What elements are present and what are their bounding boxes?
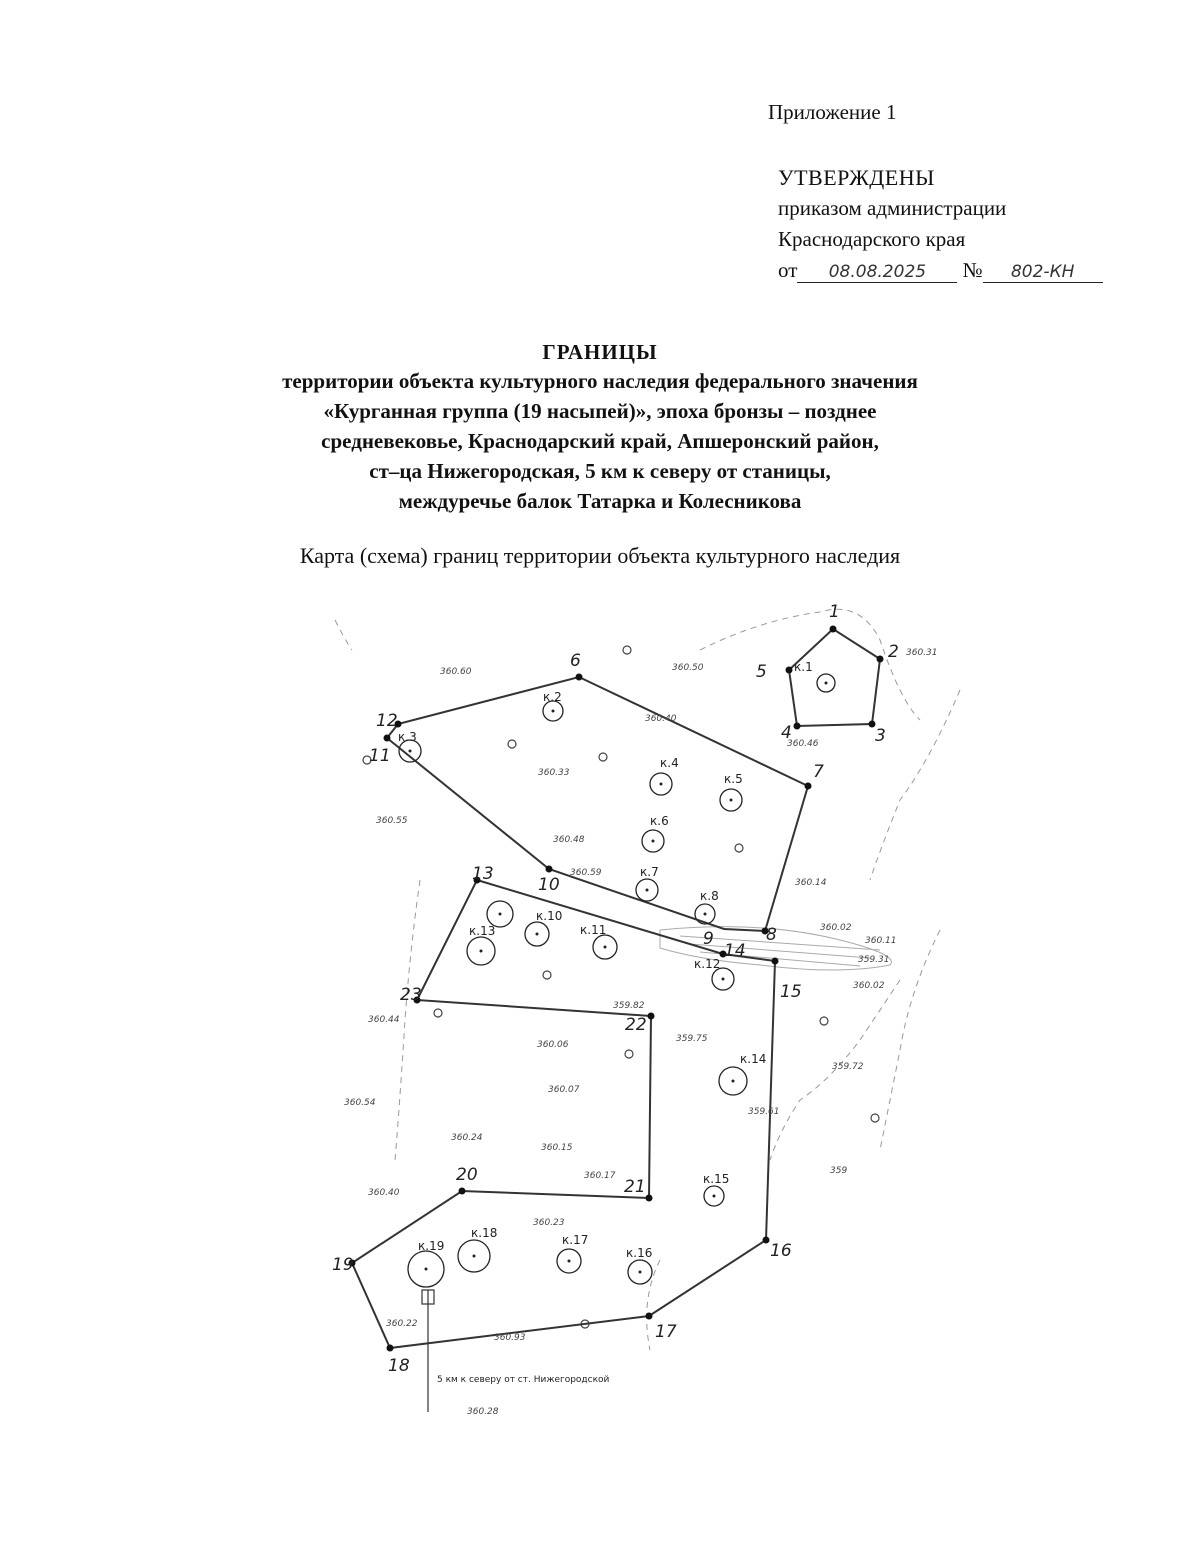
point-label-1: 1 bbox=[829, 602, 840, 622]
title-main: ГРАНИЦЫ bbox=[542, 340, 658, 364]
elevation-label: 360.17 bbox=[584, 1171, 616, 1181]
mound-label-1: к.1 bbox=[794, 660, 813, 674]
title-line-1: территории объекта культурного наследия федерального значения bbox=[282, 369, 918, 393]
mounds bbox=[399, 674, 835, 1287]
elevation-label: 359.72 bbox=[832, 1062, 864, 1072]
number-prefix: № bbox=[962, 258, 983, 282]
elevation-label: 359.75 bbox=[676, 1034, 708, 1044]
mound-label-5: к.5 bbox=[724, 772, 743, 786]
point-label-12: 12 bbox=[376, 711, 398, 731]
elevation-label: 360.06 bbox=[537, 1040, 569, 1050]
settlement-note: 5 км к северу от ст. Нижегородской bbox=[437, 1375, 610, 1385]
mound-label-4: к.4 bbox=[660, 756, 679, 770]
elevation-label: 360.44 bbox=[368, 1015, 400, 1025]
mound-label-13: к.13 bbox=[469, 924, 496, 938]
mound-label-17: к.17 bbox=[562, 1233, 589, 1247]
boundary-polygon-south bbox=[352, 880, 775, 1348]
mound-label-15: к.15 bbox=[703, 1172, 730, 1186]
mound-label-7: к.7 bbox=[640, 865, 659, 879]
point-label-15: 15 bbox=[780, 982, 802, 1002]
elevation-label: 360.22 bbox=[386, 1319, 418, 1329]
point-label-14: 14 bbox=[724, 941, 746, 961]
point-label-4: 4 bbox=[781, 723, 792, 743]
title-line-5: междуречье балок Татарка и Колесникова bbox=[398, 489, 802, 513]
order-line-1: приказом администрации bbox=[778, 196, 1007, 220]
point-label-13: 13 bbox=[472, 864, 494, 884]
date-value: 08.08.2025 bbox=[797, 262, 957, 283]
elevation-label: 359.61 bbox=[748, 1107, 780, 1117]
order-line-2: Краснодарского края bbox=[778, 227, 966, 251]
mound-label-2: к.2 bbox=[543, 690, 562, 704]
elevation-label: 359 bbox=[830, 1166, 848, 1176]
elevation-label: 360.15 bbox=[541, 1143, 573, 1153]
mound-label-19: к.19 bbox=[418, 1239, 445, 1253]
boundary-polygon-north bbox=[789, 629, 880, 726]
boundary-polygon-main bbox=[387, 677, 808, 931]
point-label-6: 6 bbox=[570, 651, 581, 671]
elevation-label: 360.02 bbox=[853, 981, 885, 991]
elevation-label: 360.40 bbox=[645, 714, 677, 724]
elevation-label: 360.93 bbox=[494, 1333, 526, 1343]
elevation-label: 360.46 bbox=[787, 739, 819, 749]
elevation-label: 360.59 bbox=[570, 868, 602, 878]
elevation-label: 360.54 bbox=[344, 1098, 376, 1108]
map-subtitle: Карта (схема) границ территории объекта культурного наследия bbox=[299, 543, 901, 568]
elevation-label: 360.24 bbox=[451, 1133, 483, 1143]
point-label-7: 7 bbox=[813, 762, 824, 782]
date-prefix: от bbox=[778, 258, 798, 282]
title-line-4: ст–ца Нижегородская, 5 км к северу от станицы, bbox=[369, 459, 831, 483]
elevation-label: 360.07 bbox=[548, 1085, 580, 1095]
appendix-label: Приложение 1 bbox=[768, 100, 897, 124]
point-label-9: 9 bbox=[703, 929, 714, 949]
point-label-16: 16 bbox=[770, 1241, 792, 1261]
point-label-19: 19 bbox=[332, 1255, 354, 1275]
elevation-label: 360.23 bbox=[533, 1218, 565, 1228]
elevation-label: 360.50 bbox=[672, 663, 704, 673]
approved-heading: УТВЕРЖДЕНЫ bbox=[778, 165, 935, 190]
elevation-label: 360.48 bbox=[553, 835, 585, 845]
mound-label-16: к.16 bbox=[626, 1246, 653, 1260]
mound-label-6: к.6 bbox=[650, 814, 669, 828]
mound-label-3: к.3 bbox=[398, 730, 417, 744]
point-label-11: 11 bbox=[369, 746, 391, 766]
point-label-22: 22 bbox=[625, 1015, 647, 1035]
point-label-20: 20 bbox=[456, 1165, 478, 1185]
point-label-2: 2 bbox=[888, 642, 899, 662]
mound-label-8: к.8 bbox=[700, 889, 719, 903]
point-label-10: 10 bbox=[538, 875, 560, 895]
point-label-8: 8 bbox=[766, 925, 777, 945]
elevation-label: 360.55 bbox=[376, 816, 408, 826]
mound-label-14: к.14 bbox=[740, 1052, 767, 1066]
elevation-label: 360.02 bbox=[820, 923, 852, 933]
direction-arrow bbox=[422, 1290, 434, 1412]
mound-label-11: к.11 bbox=[580, 923, 607, 937]
mound-label-10: к.10 bbox=[536, 909, 563, 923]
number-value: 802-КН bbox=[983, 262, 1103, 283]
point-label-3: 3 bbox=[875, 726, 886, 746]
elevation-label: 359.31 bbox=[858, 955, 890, 965]
mound-label-18: к.18 bbox=[471, 1226, 498, 1240]
point-label-5: 5 bbox=[756, 662, 767, 682]
title-line-2: «Курганная группа (19 насыпей)», эпоха бронзы – позднее bbox=[323, 399, 877, 423]
point-label-21: 21 bbox=[624, 1177, 646, 1197]
elevation-label: 360.60 bbox=[440, 667, 472, 677]
mound-label-12: к.12 bbox=[694, 957, 721, 971]
point-label-17: 17 bbox=[655, 1322, 677, 1342]
elevation-label: 359.82 bbox=[613, 1001, 645, 1011]
point-label-18: 18 bbox=[388, 1356, 410, 1376]
point-label-23: 23 bbox=[400, 985, 422, 1005]
elevation-label: 360.31 bbox=[906, 648, 938, 658]
elevation-label: 360.28 bbox=[467, 1407, 499, 1417]
elevation-label: 360.14 bbox=[795, 878, 827, 888]
elevation-label: 360.33 bbox=[538, 768, 570, 778]
elevation-label: 360.40 bbox=[368, 1188, 400, 1198]
title-line-3: средневековье, Краснодарский край, Апшеронский район, bbox=[321, 429, 879, 453]
elevation-label: 360.11 bbox=[865, 936, 897, 946]
